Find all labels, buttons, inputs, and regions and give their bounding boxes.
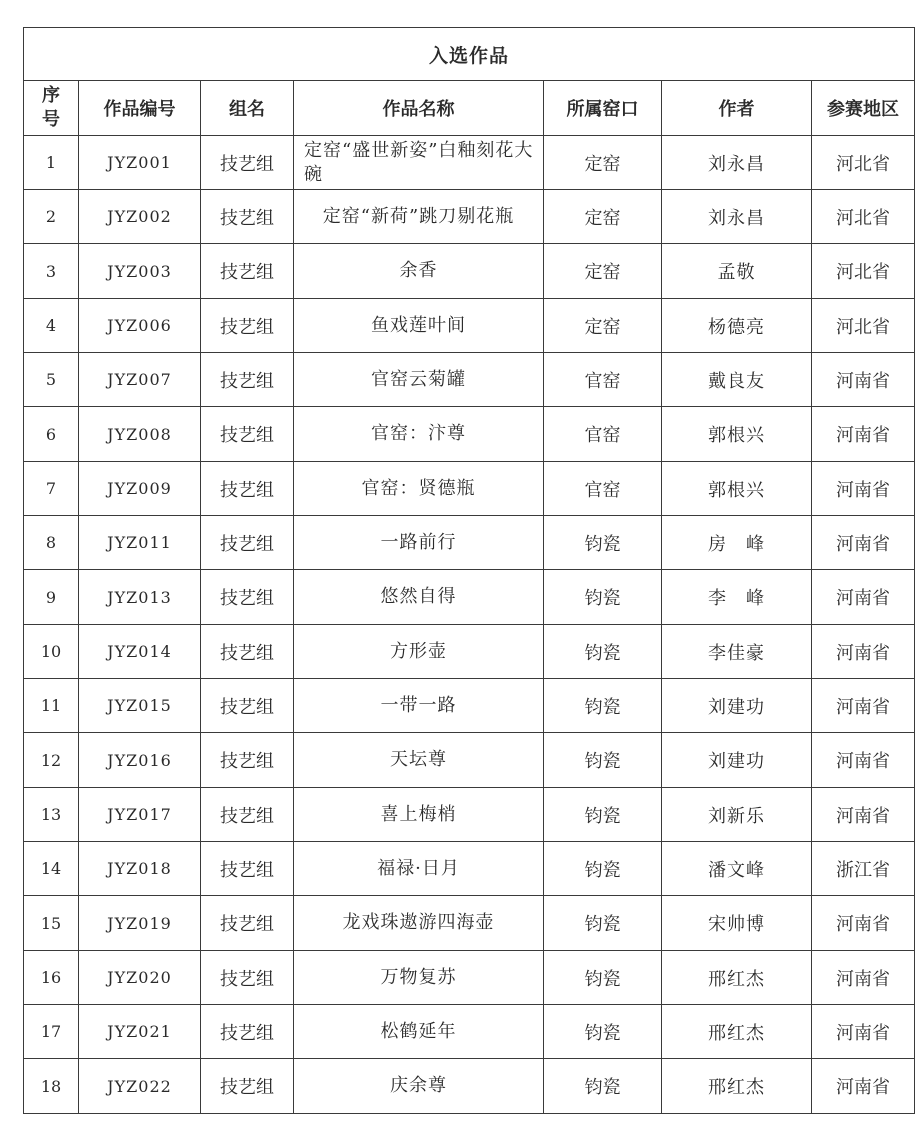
cell-author: 邢红杰 (662, 1059, 812, 1114)
cell-author: 李 峰 (662, 570, 812, 625)
cell-kiln: 官窑 (544, 462, 662, 516)
cell-name: 方形壶 (294, 625, 544, 679)
cell-name: 松鹤延年 (294, 1005, 544, 1059)
cell-seq: 15 (24, 896, 79, 951)
cell-group: 技艺组 (201, 353, 294, 407)
cell-code: JYZ022 (79, 1059, 201, 1114)
cell-kiln: 钧瓷 (544, 896, 662, 951)
cell-region: 河南省 (812, 353, 915, 407)
cell-code: JYZ021 (79, 1005, 201, 1059)
cell-author: 刘建功 (662, 733, 812, 788)
cell-group: 技艺组 (201, 299, 294, 353)
cell-group: 技艺组 (201, 570, 294, 625)
table-body (24, 136, 915, 1114)
selected-works-table (23, 27, 915, 1114)
cell-code: JYZ015 (79, 679, 201, 733)
cell-name: 天坛尊 (294, 733, 544, 788)
cell-seq: 11 (24, 679, 79, 733)
cell-name: 喜上梅梢 (294, 788, 544, 842)
cell-group: 技艺组 (201, 516, 294, 570)
cell-seq: 4 (24, 299, 79, 353)
cell-name: 庆余尊 (294, 1059, 544, 1114)
cell-kiln: 钧瓷 (544, 1059, 662, 1114)
cell-name: 官窑云菊罐 (294, 353, 544, 407)
cell-author: 宋帅博 (662, 896, 812, 951)
cell-seq: 6 (24, 407, 79, 462)
table-row (24, 136, 915, 190)
cell-name: 龙戏珠遨游四海壶 (294, 896, 544, 951)
cell-kiln: 钧瓷 (544, 1005, 662, 1059)
cell-region: 河南省 (812, 896, 915, 951)
cell-seq: 13 (24, 788, 79, 842)
table-row (24, 1059, 915, 1114)
table-row (24, 951, 915, 1005)
cell-region: 河南省 (812, 1005, 915, 1059)
cell-name: 官窑：贤德瓶 (294, 462, 544, 516)
cell-group: 技艺组 (201, 244, 294, 299)
cell-kiln: 钧瓷 (544, 842, 662, 896)
table-title: 入选作品 (24, 28, 915, 81)
table-title-row (24, 28, 915, 81)
cell-author: 郭根兴 (662, 462, 812, 516)
cell-author: 郭根兴 (662, 407, 812, 462)
cell-group: 技艺组 (201, 625, 294, 679)
cell-region: 河南省 (812, 679, 915, 733)
cell-region: 河南省 (812, 1059, 915, 1114)
cell-name: 一路前行 (294, 516, 544, 570)
cell-author: 杨德亮 (662, 299, 812, 353)
document-page (23, 27, 914, 1114)
cell-seq: 9 (24, 570, 79, 625)
cell-code: JYZ019 (79, 896, 201, 951)
cell-name: 定窑“盛世新姿”白釉刻花大碗 (294, 136, 544, 190)
cell-code: JYZ017 (79, 788, 201, 842)
table-row (24, 407, 915, 462)
cell-author: 刘永昌 (662, 190, 812, 244)
header-group: 组名 (201, 81, 294, 136)
cell-seq: 7 (24, 462, 79, 516)
header-seq-line1: 序 (42, 85, 60, 106)
cell-author: 邢红杰 (662, 1005, 812, 1059)
cell-kiln: 官窑 (544, 353, 662, 407)
cell-code: JYZ018 (79, 842, 201, 896)
header-code: 作品编号 (79, 81, 201, 136)
cell-group: 技艺组 (201, 788, 294, 842)
table-row (24, 299, 915, 353)
table-row (24, 190, 915, 244)
cell-name: 官窑：汴尊 (294, 407, 544, 462)
cell-group: 技艺组 (201, 1059, 294, 1114)
cell-author: 房 峰 (662, 516, 812, 570)
cell-kiln: 定窑 (544, 244, 662, 299)
cell-region: 浙江省 (812, 842, 915, 896)
header-author: 作者 (662, 81, 812, 136)
cell-code: JYZ014 (79, 625, 201, 679)
cell-region: 河北省 (812, 190, 915, 244)
cell-group: 技艺组 (201, 136, 294, 190)
table-row (24, 896, 915, 951)
table-row (24, 516, 915, 570)
cell-code: JYZ009 (79, 462, 201, 516)
cell-group: 技艺组 (201, 842, 294, 896)
cell-group: 技艺组 (201, 896, 294, 951)
cell-name: 余香 (294, 244, 544, 299)
cell-code: JYZ007 (79, 353, 201, 407)
cell-kiln: 定窑 (544, 136, 662, 190)
cell-author: 戴良友 (662, 353, 812, 407)
cell-region: 河南省 (812, 462, 915, 516)
cell-code: JYZ008 (79, 407, 201, 462)
cell-group: 技艺组 (201, 407, 294, 462)
cell-seq: 1 (24, 136, 79, 190)
table-row (24, 244, 915, 299)
cell-group: 技艺组 (201, 1005, 294, 1059)
cell-region: 河南省 (812, 516, 915, 570)
cell-name: 悠然自得 (294, 570, 544, 625)
cell-code: JYZ002 (79, 190, 201, 244)
cell-seq: 2 (24, 190, 79, 244)
cell-name: 鱼戏莲叶间 (294, 299, 544, 353)
table-row (24, 679, 915, 733)
cell-name: 定窑“新荷”跳刀剔花瓶 (294, 190, 544, 244)
cell-group: 技艺组 (201, 951, 294, 1005)
cell-seq: 12 (24, 733, 79, 788)
cell-region: 河南省 (812, 788, 915, 842)
cell-region: 河南省 (812, 570, 915, 625)
cell-seq: 18 (24, 1059, 79, 1114)
cell-author: 刘新乐 (662, 788, 812, 842)
cell-region: 河南省 (812, 733, 915, 788)
cell-author: 刘建功 (662, 679, 812, 733)
cell-name: 一带一路 (294, 679, 544, 733)
cell-code: JYZ011 (79, 516, 201, 570)
table-row (24, 625, 915, 679)
cell-kiln: 定窑 (544, 299, 662, 353)
cell-kiln: 钧瓷 (544, 516, 662, 570)
table-row (24, 462, 915, 516)
cell-name: 福禄·日月 (294, 842, 544, 896)
cell-author: 孟敬 (662, 244, 812, 299)
cell-group: 技艺组 (201, 733, 294, 788)
cell-group: 技艺组 (201, 679, 294, 733)
cell-code: JYZ003 (79, 244, 201, 299)
cell-kiln: 钧瓷 (544, 679, 662, 733)
cell-code: JYZ013 (79, 570, 201, 625)
cell-kiln: 钧瓷 (544, 951, 662, 1005)
cell-seq: 3 (24, 244, 79, 299)
cell-region: 河北省 (812, 136, 915, 190)
table-row (24, 842, 915, 896)
cell-seq: 16 (24, 951, 79, 1005)
header-region: 参赛地区 (812, 81, 915, 136)
cell-seq: 10 (24, 625, 79, 679)
cell-region: 河南省 (812, 407, 915, 462)
cell-region: 河南省 (812, 625, 915, 679)
cell-author: 李佳豪 (662, 625, 812, 679)
table-row (24, 733, 915, 788)
cell-region: 河北省 (812, 299, 915, 353)
cell-code: JYZ001 (79, 136, 201, 190)
cell-code: JYZ006 (79, 299, 201, 353)
header-name: 作品名称 (294, 81, 544, 136)
table-row (24, 353, 915, 407)
cell-code: JYZ020 (79, 951, 201, 1005)
cell-author: 邢红杰 (662, 951, 812, 1005)
cell-region: 河北省 (812, 244, 915, 299)
header-seq-line2: 号 (42, 109, 60, 130)
cell-seq: 8 (24, 516, 79, 570)
table-row (24, 788, 915, 842)
cell-group: 技艺组 (201, 190, 294, 244)
cell-kiln: 官窑 (544, 407, 662, 462)
cell-kiln: 钧瓷 (544, 625, 662, 679)
cell-seq: 17 (24, 1005, 79, 1059)
cell-seq: 5 (24, 353, 79, 407)
cell-name: 万物复苏 (294, 951, 544, 1005)
cell-kiln: 定窑 (544, 190, 662, 244)
table-row (24, 570, 915, 625)
cell-kiln: 钧瓷 (544, 788, 662, 842)
cell-kiln: 钧瓷 (544, 570, 662, 625)
header-kiln: 所属窑口 (544, 81, 662, 136)
cell-code: JYZ016 (79, 733, 201, 788)
table-header-row (24, 81, 915, 136)
cell-author: 潘文峰 (662, 842, 812, 896)
cell-author: 刘永昌 (662, 136, 812, 190)
cell-group: 技艺组 (201, 462, 294, 516)
table-row (24, 1005, 915, 1059)
cell-region: 河南省 (812, 951, 915, 1005)
header-seq (24, 81, 79, 136)
cell-seq: 14 (24, 842, 79, 896)
cell-kiln: 钧瓷 (544, 733, 662, 788)
